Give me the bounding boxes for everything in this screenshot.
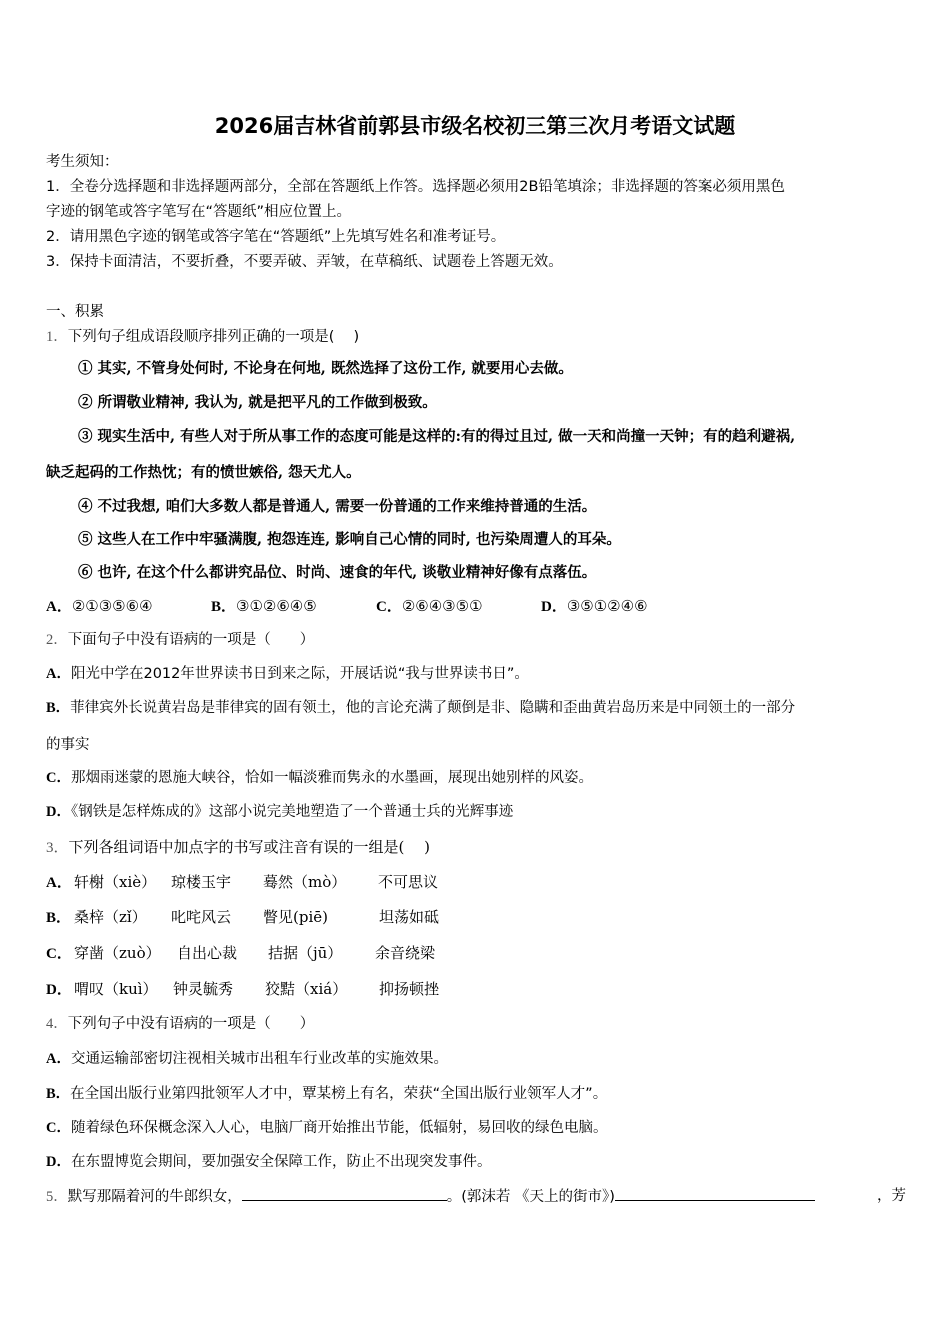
question-text: 。(郭沫若 《天上的街市》) xyxy=(446,1189,615,1205)
question-2-stem xyxy=(46,630,314,650)
answer-blank-2[interactable] xyxy=(615,1186,815,1201)
q1-sentence-3: ③ 现实生活中, 有些人对于所从事工作的态度可能是这样的:有的得过且过, 做一天和尚撞一天钟；有的趋利避祸, xyxy=(78,428,796,445)
q3-cell: 琼楼玉宇 xyxy=(171,873,232,891)
q1-sentence-5: ⑤ 这些人在工作中牢骚满腹, 抱怨连连, 影响自己心情的同时, 也污染周遭人的耳朵。 xyxy=(78,531,621,548)
q3-cell: 拮据（jū） xyxy=(268,944,343,962)
question-number: 2． xyxy=(46,632,68,648)
q2-option-b[interactable]: B．菲律宾外长说黄岩岛是菲律宾的固有领土，他的言论充满了颠倒是非、隐瞒和歪曲黄岩岛历来是中同领土的一部分 xyxy=(46,700,796,716)
q3-cell: 叱咤风云 xyxy=(171,908,232,926)
answer-blank-1[interactable] xyxy=(242,1186,447,1201)
q3-cell: 自出心裁 xyxy=(177,944,238,962)
notice-item: 1．全卷分选择题和非选择题两部分，全部在答题纸上作答。选择题必须用2B铅笔填涂；非选择题的答案必须用黑色 xyxy=(46,179,785,195)
q3-cell: 坦荡如砥 xyxy=(379,908,440,926)
question-number: 5． xyxy=(46,1189,68,1205)
q3-cell: 轩榭（xiè） xyxy=(74,873,157,891)
q3-option-d[interactable]: D． 喟叹（kuì） 钟灵毓秀 狡黠（xiá） 抑扬顿挫 xyxy=(46,980,440,998)
q2-option-c[interactable]: C．那烟雨迷蒙的恩施大峡谷，恰如一幅淡雅而隽永的水墨画，展现出她别样的风姿。 xyxy=(46,770,593,786)
question-text: 下列句子中没有语病的一项是（ ） xyxy=(67,1016,315,1032)
q2-option-b-cont: 的事实 xyxy=(46,737,90,753)
question-number: 4． xyxy=(46,1016,68,1032)
question-text: ，芳 xyxy=(877,1188,906,1204)
q1-sentence-2: ② 所谓敬业精神, 我认为, 就是把平凡的工作做到极致。 xyxy=(78,394,437,411)
option-d[interactable]: D．③⑤①②④⑥ xyxy=(541,597,648,615)
q4-option-d[interactable]: D．在东盟博览会期间，要加强安全保障工作，防止不出现突发事件。 xyxy=(46,1154,492,1170)
q2-option-a[interactable]: A．阳光中学在2012年世界读书日到来之际，开展话说“我与世界读书日”。 xyxy=(46,666,529,682)
q3-cell: 余音绕梁 xyxy=(375,944,436,962)
section-heading: 一、积累 xyxy=(46,304,104,320)
notice-heading: 考生须知： xyxy=(46,154,119,170)
question-text: 默写那隔着河的牛郎织女， xyxy=(67,1189,242,1205)
question-number: 3． xyxy=(46,840,69,856)
question-text: 下列各组词语中加点字的书写或注音有误的一组是( ) xyxy=(68,838,430,856)
question-text: 下列句子组成语段顺序排列正确的一项是( ) xyxy=(67,329,360,345)
q3-cell: 蓦然（mò） xyxy=(263,873,347,891)
q1-sentence-4: ④ 不过我想, 咱们大多数人都是普通人, 需要一份普通的工作来维持普通的生活。 xyxy=(78,498,597,515)
option-a[interactable]: A．②①③⑤⑥④ xyxy=(46,597,153,615)
q1-sentence-6: ⑥ 也许, 在这个什么都讲究品位、时尚、速食的年代, 谈敬业精神好像有点落伍。 xyxy=(78,564,597,581)
q3-cell: 桑梓（zǐ） xyxy=(74,908,147,926)
q2-option-d[interactable]: D．《钢铁是怎样炼成的》这部小说完美地塑造了一个普通士兵的光辉事迹 xyxy=(46,804,514,820)
q4-option-b[interactable]: B．在全国出版行业第四批领军人才中，覃某榜上有名，荣获“全国出版行业领军人才”。 xyxy=(46,1086,608,1102)
option-b[interactable]: B．③①②⑥④⑤ xyxy=(211,597,317,615)
question-1-stem xyxy=(46,327,359,347)
question-5 xyxy=(46,1186,906,1207)
q4-option-c[interactable]: C．随着绿色环保概念深入人心，电脑厂商开始推出节能，低辐射，易回收的绿色电脑。 xyxy=(46,1120,608,1136)
notice-item: 3．保持卡面清洁，不要折叠，不要弄破、弄皱，在草稿纸、试题卷上答题无效。 xyxy=(46,254,563,270)
q3-cell: 抑扬顿挫 xyxy=(379,980,440,998)
q1-sentence-1: ① 其实, 不管身处何时, 不论身在何地, 既然选择了这份工作, 就要用心去做。 xyxy=(78,360,573,377)
question-text: 下面句子中没有语病的一项是（ ） xyxy=(67,632,315,648)
q3-cell: 喟叹（kuì） xyxy=(74,980,158,998)
q4-option-a[interactable]: A．交通运输部密切注视相关城市出租车行业改革的实施效果。 xyxy=(46,1051,448,1067)
question-4-stem xyxy=(46,1014,314,1034)
q3-option-c[interactable]: C． 穿凿（zuò） 自出心裁 拮据（jū） 余音绕梁 xyxy=(46,944,436,962)
option-c[interactable]: C．②⑥④③⑤① xyxy=(376,597,483,615)
q3-cell: 狡黠（xiá） xyxy=(265,980,348,998)
q3-cell: 穿凿（zuò） xyxy=(74,944,161,962)
q3-option-b[interactable]: B． 桑梓（zǐ） 叱咤风云 瞥见(piē) 坦荡如砥 xyxy=(46,908,440,926)
page-title: 2026届吉林省前郭县市级名校初三第三次月考语文试题 xyxy=(214,114,736,138)
q1-sentence-3-cont: 缺乏起码的工作热忱；有的愤世嫉俗, 怨天尤人。 xyxy=(46,464,361,481)
notice-item: 字迹的钢笔或答字笔写在“答题纸”相应位置上。 xyxy=(46,204,352,220)
q3-cell: 瞥见(piē) xyxy=(263,908,328,926)
question-number: 1． xyxy=(46,329,68,345)
notice-item: 2．请用黑色字迹的钢笔或答字笔在“答题纸”上先填写姓名和准考证号。 xyxy=(46,229,506,245)
q3-cell: 钟灵毓秀 xyxy=(173,980,234,998)
q3-option-a[interactable]: A． 轩榭（xiè） 琼楼玉宇 蓦然（mò） 不可思议 xyxy=(46,873,439,891)
question-3-stem xyxy=(46,837,430,858)
q3-cell: 不可思议 xyxy=(378,873,439,891)
